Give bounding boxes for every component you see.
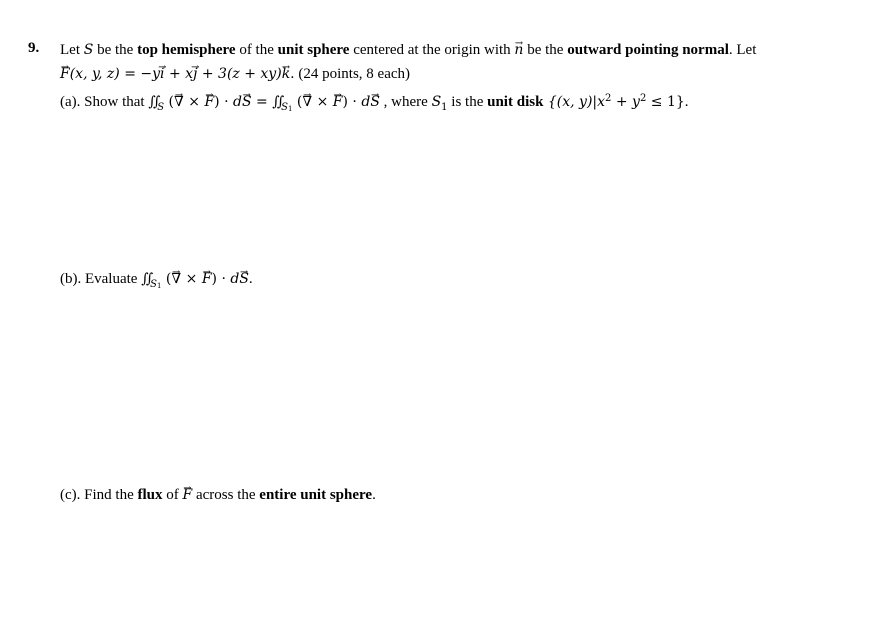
part-c-text: of xyxy=(162,487,183,503)
differential-d: d xyxy=(230,271,240,287)
field-symbol: → F xyxy=(60,64,70,84)
surface-vector: → S xyxy=(239,269,249,289)
integral-subscript: S1 xyxy=(150,279,162,290)
points-note: (24 points, 8 each) xyxy=(294,66,411,82)
bold-term: outward pointing normal xyxy=(567,42,729,58)
unit-vector-i: → i xyxy=(160,64,164,84)
part-c-text: . xyxy=(372,487,376,503)
surface-symbol: S xyxy=(83,42,94,58)
intro-text: of the xyxy=(235,42,278,58)
cross-symbol: × xyxy=(183,94,205,110)
integral-symbol: ∬ xyxy=(148,94,158,110)
subscript-one: 1 xyxy=(441,102,448,113)
differential-d: d xyxy=(233,94,242,110)
intro-text: be the xyxy=(93,42,138,58)
integral-symbol: ∬ xyxy=(272,94,282,110)
intro-text: centered at the origin with xyxy=(349,42,515,58)
part-c-text: (c). Find the xyxy=(60,487,138,503)
intro-text: be the xyxy=(523,42,568,58)
exponent-two: 2 xyxy=(639,93,647,104)
field-end: . xyxy=(290,66,295,82)
cross-symbol: × xyxy=(181,271,202,287)
part-a-label: (a). Show that xyxy=(60,94,149,110)
is-the-text: is the xyxy=(447,94,488,110)
part-c-text: across the xyxy=(192,487,260,503)
equals-symbol: = xyxy=(251,94,273,110)
where-text: , where xyxy=(379,94,432,110)
bold-term: unit disk xyxy=(487,94,544,110)
disk-set: ≤ 1} xyxy=(646,94,685,110)
bold-term: flux xyxy=(137,487,163,503)
integral-symbol: ∬ xyxy=(141,271,151,287)
nabla-symbol: → ∇ xyxy=(171,269,181,289)
problem-number: 9. xyxy=(28,40,40,56)
differential-d: d xyxy=(361,94,371,110)
unit-vector-k: → k xyxy=(282,64,290,84)
subscript-one: 1 xyxy=(157,282,162,290)
disk-set: + y xyxy=(611,94,640,110)
field-symbol: → F xyxy=(204,92,214,112)
part-b-label: (b). Evaluate xyxy=(60,271,142,287)
surface-vector: → S xyxy=(242,92,252,112)
dot-symbol: · xyxy=(219,94,233,110)
intro-text: . Let xyxy=(728,42,757,58)
bold-term: top hemisphere xyxy=(137,42,236,58)
subscript-one: 1 xyxy=(287,105,293,113)
part-c xyxy=(60,485,376,505)
field-symbol: → F xyxy=(202,269,212,289)
vector-field-line xyxy=(60,64,410,84)
field-expression: (x, y, z) = −y xyxy=(69,66,161,82)
bold-term: unit sphere xyxy=(277,42,350,58)
part-b: (b). Evaluate $∬_{S_1}$ (→ ∇ × → F) · d→ S. xyxy=(60,269,253,296)
cross-symbol: × xyxy=(312,94,333,110)
dot-symbol: · xyxy=(347,94,362,110)
dot-symbol: · xyxy=(217,271,231,287)
field-expression: + 3(z + xy) xyxy=(197,66,282,82)
field-expression: + x xyxy=(164,66,194,82)
nabla-symbol: → ∇ xyxy=(302,92,312,112)
integral-subscript: S xyxy=(157,102,165,113)
field-symbol: → F xyxy=(183,485,193,505)
integral-subscript: S1 xyxy=(281,102,293,113)
disk-symbol: S xyxy=(431,94,442,110)
exponent-two: 2 xyxy=(605,93,612,104)
part-a: (a). Show that $∬_S$ (→ ∇ × → $F) \cdot d\to S = ∬_{S_1}$ (→ ∇ × → F) · d→ S , where $S_1$ is the unit disk {(x, $y)|x^2 + y^2 \le 1$}. xyxy=(60,89,689,119)
field-symbol: → F xyxy=(333,92,343,112)
surface-vector: → S xyxy=(370,92,380,112)
part-a-end: . xyxy=(684,94,689,110)
bold-term: entire unit sphere xyxy=(259,487,373,503)
normal-vector: → n xyxy=(514,40,523,60)
intro-text: Let xyxy=(60,42,84,58)
disk-set: {(x, y)|x xyxy=(543,94,606,110)
part-b-end: . xyxy=(248,271,253,287)
unit-vector-j: → j xyxy=(193,64,197,84)
nabla-symbol: → ∇ xyxy=(174,92,184,112)
